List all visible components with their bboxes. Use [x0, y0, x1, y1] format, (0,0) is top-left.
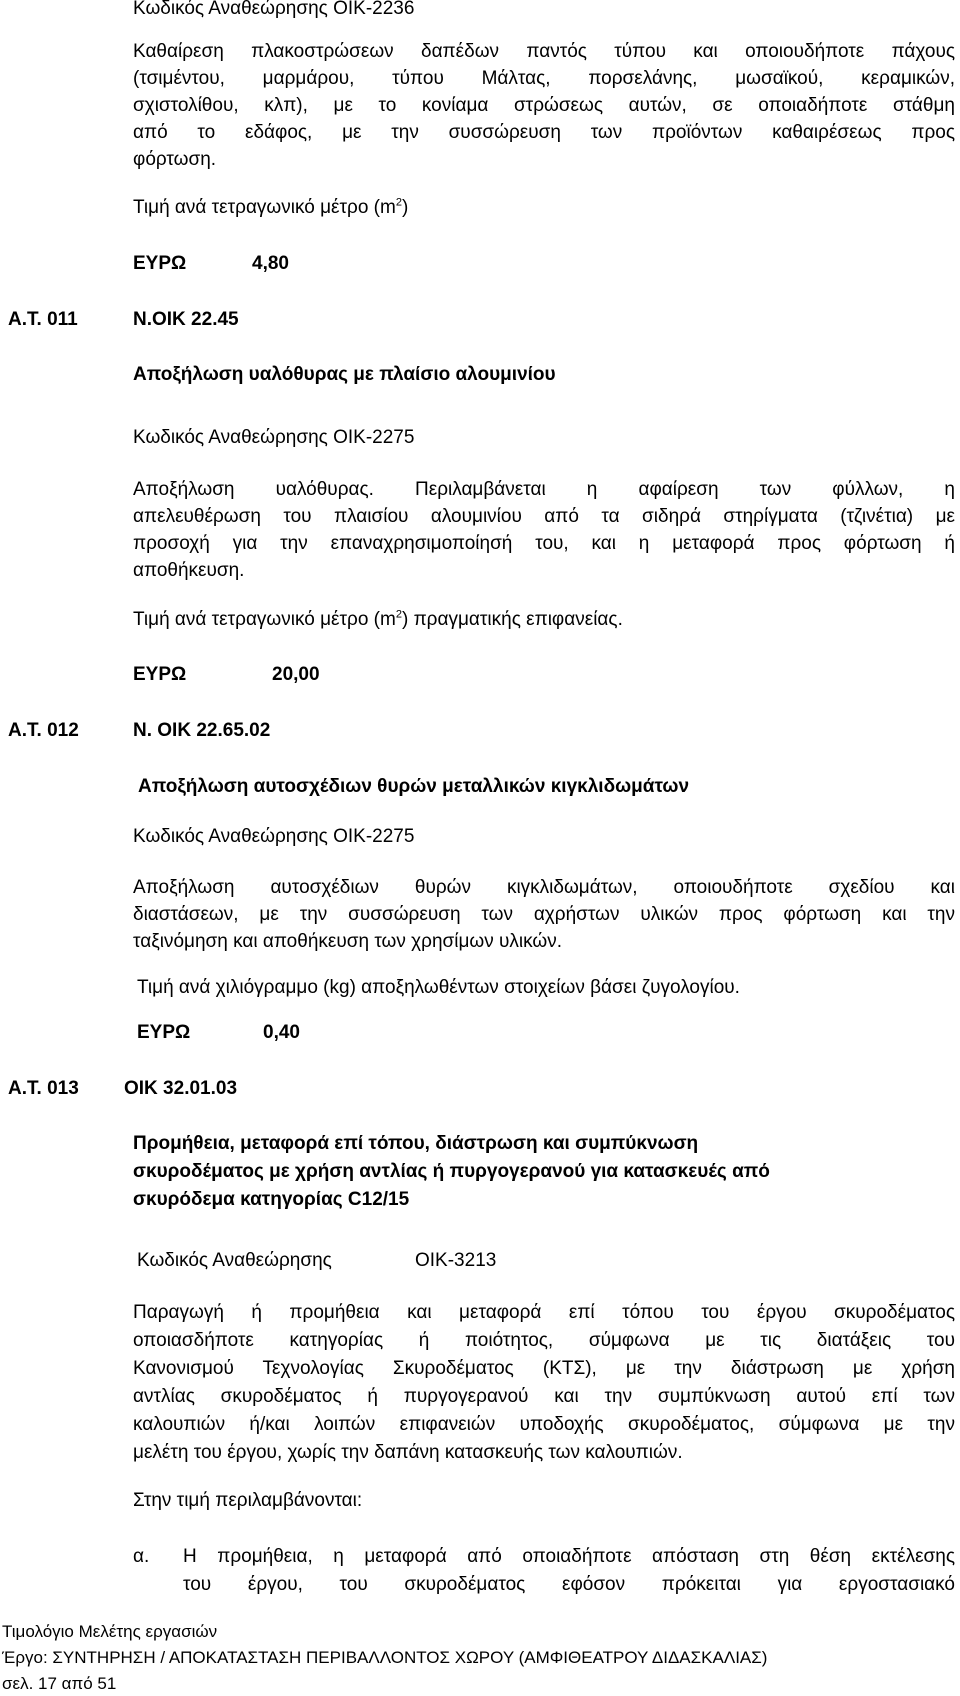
- description-line: σχιστολίθου, κλπ), με το κονίαμα στρώσεως αυτών, σε οποιαδήποτε στάθμη: [133, 95, 955, 116]
- description-line: αποθήκευση.: [133, 560, 245, 581]
- item-number: Α.Τ. 013: [8, 1078, 79, 1099]
- list-marker: α.: [133, 1546, 150, 1567]
- list-line: του έργου, του σκυροδέματος εφόσον πρόκειται για εργοστασιακό: [183, 1574, 955, 1595]
- footer-project: Έργο: ΣΥΝΤΗΡΗΣΗ / ΑΠΟΚΑΤΑΣΤΑΣΗ ΠΕΡΙΒΑΛΛΟΝΤΟΣ ΧΩΡΟΥ (ΑΜΦΙΘΕΑΤΡΟΥ ΔΙΔΑΣΚΑΛΙΑΣ): [2, 1648, 768, 1667]
- includes-label: Στην τιμή περιλαμβάνονται:: [133, 1490, 363, 1511]
- price-value: 0,40: [263, 1022, 300, 1043]
- item-title: Αποξήλωση υαλόθυρας με πλαίσιο αλουμινίου: [133, 364, 556, 385]
- price-value: 20,00: [272, 664, 320, 685]
- item-description: [133, 1299, 955, 1467]
- item-title: [133, 1130, 955, 1214]
- page-number: σελ. 17 από 51: [2, 1674, 117, 1693]
- description-line: οποιασδήποτε κατηγορίας ή ποιότητος, σύμφωνα με τις διατάξεις του: [133, 1330, 955, 1351]
- list-item: [183, 1543, 955, 1599]
- item-code: Ν.ΟΙΚ 22.45: [133, 309, 239, 330]
- item-description: [133, 874, 955, 955]
- description-line: Καθαίρεση πλακοστρώσεων δαπέδων παντός τύπου και οποιουδήποτε πάχους: [133, 41, 955, 62]
- description-line: Αποξήλωση υαλόθυρας. Περιλαμβάνεται η αφαίρεση των φύλλων, η: [133, 479, 955, 500]
- revision-label: Κωδικός Αναθεώρησης: [137, 1250, 332, 1271]
- item-code: Ν. ΟΙΚ 22.65.02: [133, 720, 271, 741]
- description-line: Κανονισμού Τεχνολογίας Σκυροδέματος (ΚΤΣ), με την διάστρωση με χρήση: [133, 1358, 955, 1379]
- description-line: διαστάσεων, με την συσσώρευση των αχρήστων υλικών προς φόρτωση και την: [133, 904, 955, 925]
- description-line: Παραγωγή ή προμήθεια και μεταφορά επί τόπου του έργου σκυροδέματος: [133, 1302, 955, 1323]
- footer-title: Τιμολόγιο Μελέτης εργασιών: [2, 1622, 218, 1641]
- price-currency: ΕΥΡΩ: [133, 664, 187, 685]
- price-currency: ΕΥΡΩ: [137, 1022, 191, 1043]
- description-line: μελέτη του έργου, χωρίς την δαπάνη κατασκευής των καλουπιών.: [133, 1442, 683, 1463]
- price-value: 4,80: [252, 253, 289, 274]
- description-line: καλουπιών ή/και λοιπών επιφανειών υποδοχής σκυροδέματος, σύμφωνα με την: [133, 1414, 955, 1435]
- item-number: Α.Τ. 011: [8, 309, 78, 330]
- unit-price-label: Τιμή ανά χιλιόγραμμο (kg) αποξηλωθέντων στοιχείων βάσει ζυγολογίου.: [137, 977, 740, 998]
- revision-code: Κωδικός Αναθεώρησης ΟΙΚ-2236: [133, 0, 415, 19]
- list-line: Η προμήθεια, η μεταφορά από οποιαδήποτε απόσταση στη θέση εκτέλεσης: [183, 1546, 955, 1567]
- revision-code: Κωδικός Αναθεώρησης ΟΙΚ-2275: [133, 427, 415, 448]
- item-number: Α.Τ. 012: [8, 720, 79, 741]
- description-line: ταξινόμηση και αποθήκευση των χρησίμων υλικών.: [133, 931, 563, 952]
- item-title: Αποξήλωση αυτοσχέδιων θυρών μεταλλικών κιγκλιδωμάτων: [138, 776, 690, 797]
- revision-code: ΟΙΚ-3213: [415, 1250, 497, 1271]
- item-code: ΟΙΚ 32.01.03: [124, 1078, 238, 1099]
- description-line: (τσιμέντου, μαρμάρου, τύπου Μάλτας, πορσελάνης, μωσαϊκού, κεραμικών,: [133, 68, 955, 89]
- description-line: Αποξήλωση αυτοσχέδιων θυρών κιγκλιδωμάτων, οποιουδήποτε σχεδίου και: [133, 877, 955, 898]
- description-line: από το εδάφος, με την συσσώρευση των προϊόντων καθαιρέσεως προς: [133, 122, 955, 143]
- price-currency: ΕΥΡΩ: [133, 253, 187, 274]
- description-line: προσοχή για την επαναχρησιμοποίησή του, και η μεταφορά προς φόρτωση ή: [133, 533, 955, 554]
- revision-code: Κωδικός Αναθεώρησης ΟΙΚ-2275: [133, 826, 415, 847]
- title-line: Προμήθεια, μεταφορά επί τόπου, διάστρωση και συμπύκνωση: [133, 1133, 699, 1154]
- description-line: αντλίας σκυροδέματος ή πυργογερανού και την συμπύκνωση αυτού επί των: [133, 1386, 955, 1407]
- unit-price-label: Τιμή ανά τετραγωνικό μέτρο $(m^2)$: [133, 196, 409, 218]
- unit-price-label: Τιμή ανά τετραγωνικό μέτρο $(m^2)$ πραγματικής επιφανείας.: [133, 608, 623, 630]
- item-description: [133, 476, 955, 584]
- item-description: [133, 38, 955, 173]
- description-line: φόρτωση.: [133, 149, 217, 170]
- title-line: σκυροδέματος με χρήση αντλίας ή πυργογερανού για κατασκευές από: [133, 1161, 770, 1182]
- title-line: σκυρόδεμα κατηγορίας C12/15: [133, 1189, 410, 1210]
- description-line: απελευθέρωση του πλαισίου αλουμινίου από τα σιδηρά στηρίγματα (τζινέτια) με: [133, 506, 955, 527]
